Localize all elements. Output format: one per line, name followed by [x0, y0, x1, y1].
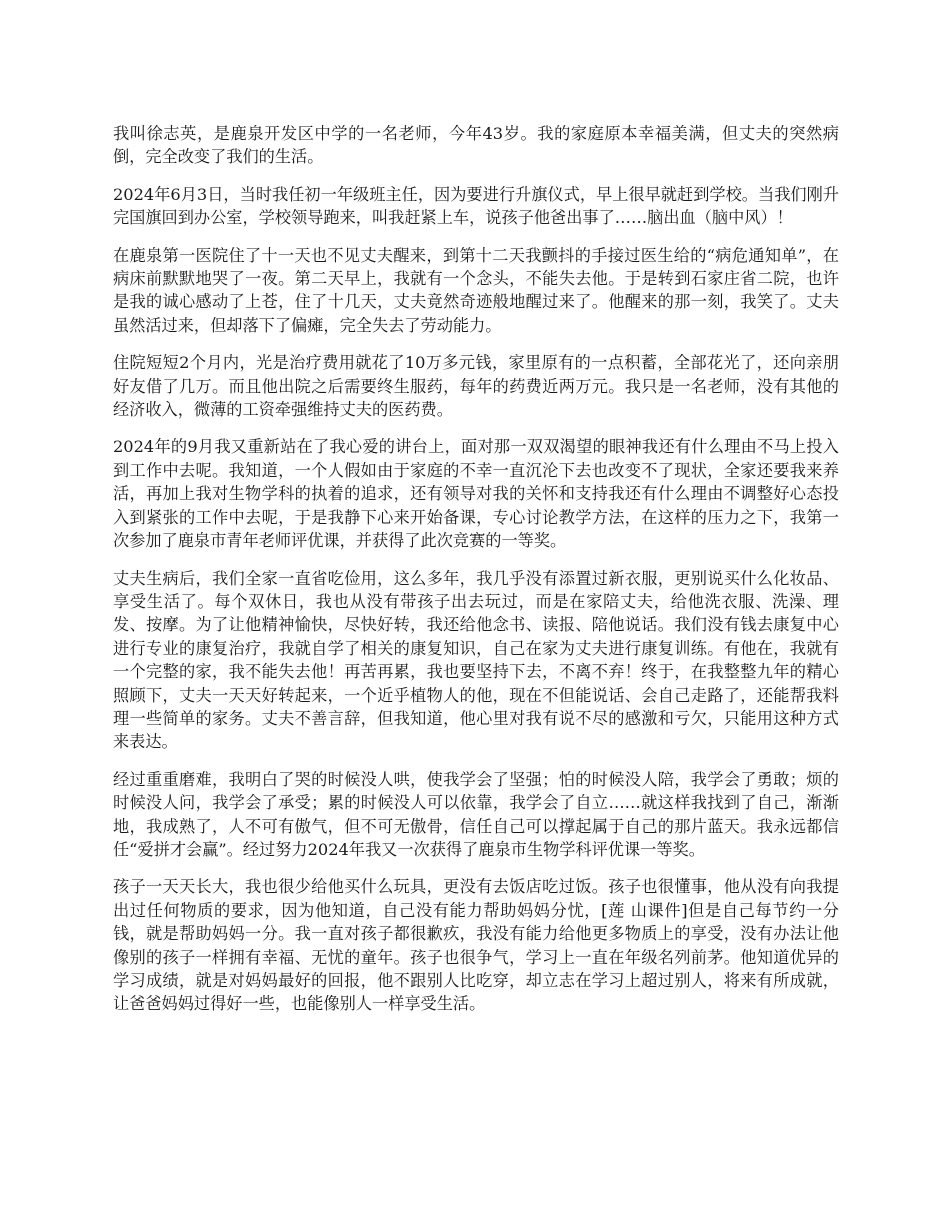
paragraph-intro: 我叫徐志英，是鹿泉开发区中学的一名老师，今年43岁。我的家庭原本幸福美满，但丈夫的突然病倒，完全改变了我们的生活。 — [113, 124, 839, 167]
paragraph-child: 孩子一天天长大，我也很少给他买什么玩具，更没有去饭店吃过饭。孩子也很懂事，他从没有向我提出过任何物质的要求，因为他知道，自己没有能力帮助妈妈分忧，[莲 山课件]但是自己每节约一分钱，就是帮助妈妈一分。我一直对孩子都很歉疚，我没有能力给他更多物质上的享受，没有办法让他像别的孩子一样拥有幸福、无忧的童年。孩子也很争气，学习上一直在年级名列前茅。他知道优异的学习成绩，就是对妈妈最好的回报，他不跟别人比吃穿，却立志在学习上超过别人，将来有所成就，让爸爸妈妈过得好一些，也能像别人一样享受生活。 — [113, 877, 839, 1014]
document-body — [113, 122, 839, 1030]
paragraph-hospital: 在鹿泉第一医院住了十一天也不见丈夫醒来，到第十二天我颤抖的手接过医生给的“病危通知单”，在病床前默默地哭了一夜。第二天早上，我就有一个念头，不能失去他。于是转到石家庄省二院，也许是我的诚心感动了上苍，住了十几天，丈夫竟然奇迹般地醒过来了。他醒来的那一刻，我笑了。丈夫虽然活过来，但却落下了偏瘫，完全失去了劳动能力。 — [113, 245, 839, 335]
paragraph-return-to-teaching: 2024年的9月我又重新站在了我心爱的讲台上，面对那一双双渴望的眼神我还有什么理由不马上投入到工作中去呢。我知道，一个人假如由于家庭的不幸一直沉沦下去也改变不了现状，全家还要我来养活，再加上我对生物学科的执着的追求，还有领导对我的关怀和支持我还有什么理由不调整好心态投入到紧张的工作中去呢，于是我静下心来开始备课，专心讨论教学方法，在这样的压力之下，我第一次参加了鹿泉市青年老师评优课，并获得了此次竞赛的一等奖。 — [113, 437, 839, 551]
paragraph-growth: 经过重重磨难，我明白了哭的时候没人哄，使我学会了坚强；怕的时候没人陪，我学会了勇敢；烦的时候没人问，我学会了承受；累的时候没人可以依靠，我学会了自立……就这样我找到了自己，渐渐地，我成熟了，人不可有傲气，但不可无傲骨，信任自己可以撑起属于自己的那片蓝天。我永远都信任“爱拼才会赢”。经过努力2024年我又一次获得了鹿泉市生物学科评优课一等奖。 — [113, 769, 839, 859]
paragraph-caring-for-husband: 丈夫生病后，我们全家一直省吃俭用，这么多年，我几乎没有添置过新衣服，更别说买什么化妆品、享受生活了。每个双休日，我也从没有带孩子出去玩过，而是在家陪丈夫，给他洗衣服、洗澡、理发、按摩。为了让他精神愉快，尽快好转，我还给他念书、读报、陪他说话。我们没有钱去康复中心进行专业的康复治疗，我就自学了相关的康复知识，自己在家为丈夫进行康复训练。有他在，我就有一个完整的家，我不能失去他！再苦再累，我也要坚持下去，不离不弃！终于，在我整整九年的精心照顾下，丈夫一天天好转起来，一个近乎植物人的他，现在不但能说话、会自己走路了，还能帮我料理一些简单的家务。丈夫不善言辞，但我知道，他心里对我有说不尽的感激和亏欠，只能用这种方式来表达。 — [113, 568, 839, 752]
paragraph-medical-costs: 住院短短2个月内，光是治疗费用就花了10万多元钱，家里原有的一点积蓄，全部花光了，还向亲朋好友借了几万。而且他出院之后需要终生服药，每年的药费近两万元。我只是一名老师，没有其他的经济收入，微薄的工资牵强维持丈夫的医药费。 — [113, 353, 839, 420]
paragraph-illness-onset: 2024年6月3日，当时我任初一年级班主任，因为要进行升旗仪式，早上很早就赶到学校。当我们刚升完国旗回到办公室，学校领导跑来，叫我赶紧上车，说孩子他爸出事了……脑出血（脑中风）！ — [113, 184, 839, 228]
